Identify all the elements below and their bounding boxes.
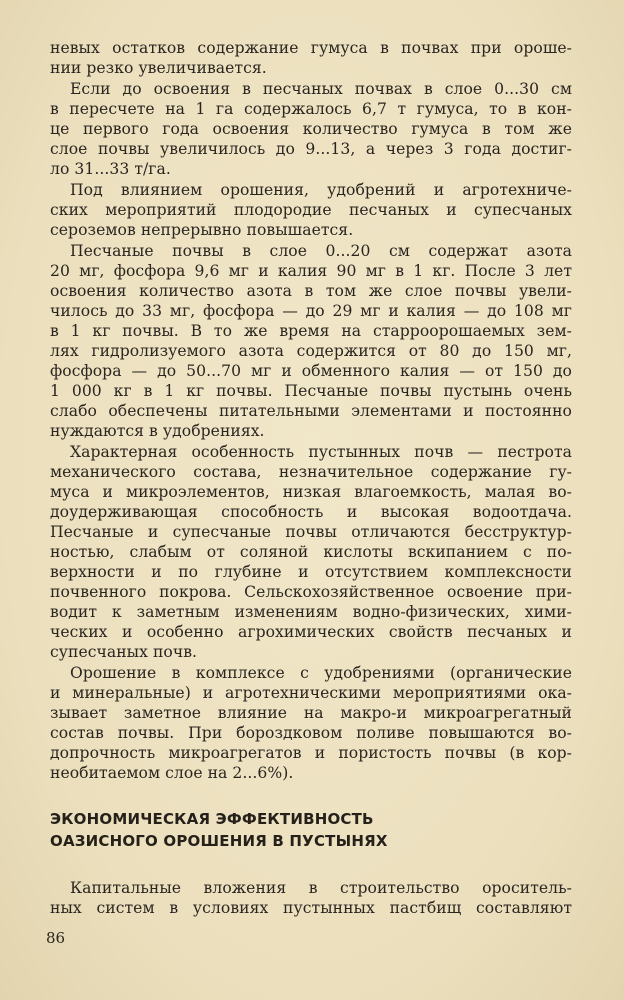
text-line: сероземов непрерывно повышается. — [50, 221, 354, 239]
text-line: 20 мг, фосфора 9,6 мг и калия 90 мг в 1 кг. После 3 лет — [50, 262, 572, 280]
text-line: Капитальные вложения в строительство ороситель- — [70, 879, 572, 897]
text-line: необитаемом слое на 2...6%). — [50, 764, 294, 782]
text-line: супесчаных почв. — [50, 643, 198, 661]
text-line: слабо обеспечены питательными элементами и постоянно — [50, 402, 572, 420]
text-line: зывает заметное влияние на макро-и микроагрегатный — [50, 704, 572, 722]
text-line: чилось до 33 мг, фосфора — до 29 мг и калия — до 108 мг — [50, 302, 572, 320]
text-line: Характерная особенность пустынных почв — пестрота — [70, 443, 572, 461]
text-line: и минеральные) и агротехническими мероприятиями ока- — [50, 684, 572, 702]
text-line: Под влиянием орошения, удобрений и агротехниче- — [70, 181, 572, 199]
text-line: 1 000 кг в 1 кг почвы. Песчаные почвы пустынь очень — [50, 382, 572, 400]
page-number: 86 — [46, 929, 66, 947]
text-line: це первого года освоения количество гумуса в том же — [50, 120, 572, 138]
text-line: нии резко увеличивается. — [50, 59, 267, 77]
text-line: освоения количество азота в том же слое почвы увели- — [50, 282, 572, 300]
text-line: Если до освоения в песчаных почвах в слое 0...30 см — [70, 80, 572, 98]
text-line: нуждаются в удобрениях. — [50, 422, 265, 440]
text-line: доудерживающая способность и высокая водоотдача. — [50, 503, 572, 521]
text-line: в 1 кг почвы. В то же время на старроорошаемых зем- — [50, 322, 572, 340]
text-line: ских мероприятий плодородие песчаных и супесчаных — [50, 201, 572, 219]
text-line: в пересчете на 1 га содержалось 6,7 т гумуса, то в кон- — [50, 100, 572, 118]
text-line: допрочность микроагрегатов и пористость почвы (в кор- — [50, 744, 572, 762]
text-line: Орошение в комплексе с удобрениями (органические — [70, 664, 572, 682]
text-line: водит к заметным изменениям водно-физических, хими- — [50, 603, 572, 621]
text-line: состав почвы. При бороздковом поливе повышаются во- — [50, 724, 572, 742]
text-line: Песчаные почвы в слое 0...20 см содержат азота — [70, 242, 572, 260]
text-line: муса и микроэлементов, низкая влагоемкость, малая во- — [50, 483, 572, 501]
text-line: ло 31...33 т/га. — [50, 160, 171, 178]
text-line: невых остатков содержание гумуса в почвах при ороше- — [50, 39, 572, 57]
text-line: лях гидролизуемого азота содержится от 80 до 150 мг, — [50, 342, 572, 360]
text-line: ностью, слабым от соляной кислоты вскипанием с по- — [50, 543, 572, 561]
text-line: почвенного покрова. Сельскохозяйственное освоение при- — [50, 583, 572, 601]
text-line: фосфора — до 50...70 мг и обменного калия — от 150 до — [50, 362, 572, 380]
text-line: ных систем в условиях пустынных пастбищ составляют — [50, 899, 572, 917]
text-line: ческих и особенно агрохимических свойств песчаных и — [50, 623, 572, 641]
text-line: верхности и по глубине и отсутствием комплексности — [50, 563, 572, 581]
section-heading: ОАЗИСНОГО ОРОШЕНИЯ В ПУСТЫНЯХ — [50, 832, 388, 850]
text-line: слое почвы увеличилось до 9...13, а через 3 года достиг- — [50, 140, 572, 158]
text-line: Песчаные и супесчаные почвы отличаются бесструктур- — [50, 523, 572, 541]
section-heading: ЭКОНОМИЧЕСКАЯ ЭФФЕКТИВНОСТЬ — [50, 810, 374, 828]
text-line: механического состава, незначительное содержание гу- — [50, 463, 572, 481]
